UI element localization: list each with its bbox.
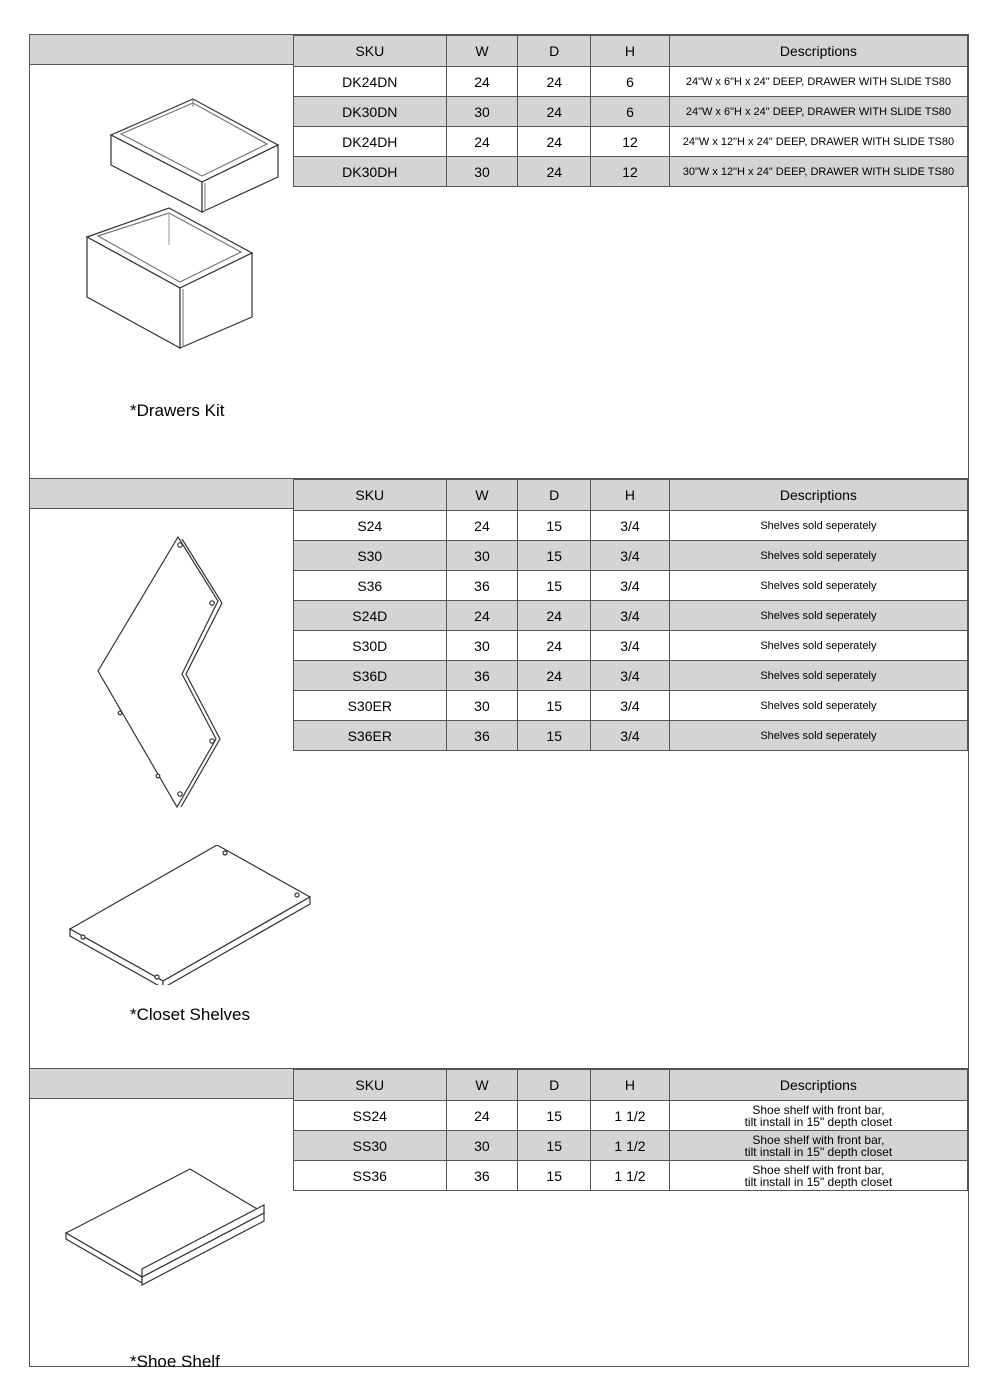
- depth-cell: 24: [518, 67, 591, 97]
- table-row: [294, 157, 968, 187]
- sku-header: SKU: [294, 480, 447, 511]
- depth-header: D: [518, 1070, 591, 1101]
- shoe-shelf-illustration: [62, 1165, 302, 1305]
- table-row: [294, 571, 968, 601]
- width-cell: 24: [446, 127, 518, 157]
- table-row: [294, 691, 968, 721]
- depth-cell: 24: [518, 127, 591, 157]
- table-row: [294, 67, 968, 97]
- description-cell: Shelves sold seperately: [669, 541, 967, 571]
- closet-shelves-caption: *Closet Shelves: [130, 1005, 251, 1024]
- height-cell: 3/4: [591, 661, 670, 691]
- description-cell: [669, 1131, 967, 1161]
- width-cell: 36: [446, 661, 518, 691]
- sku-cell: S36D: [294, 661, 447, 691]
- shoe-shelf-caption: *Shoe Shelf: [130, 1352, 220, 1371]
- width-cell: 30: [446, 691, 518, 721]
- depth-cell: 15: [518, 571, 591, 601]
- height-cell: 1 1/2: [591, 1161, 670, 1191]
- description-cell: Shelves sold seperately: [669, 511, 967, 541]
- width-cell: 24: [446, 601, 518, 631]
- table-header-row: [294, 480, 968, 511]
- width-cell: 30: [446, 1131, 518, 1161]
- depth-cell: 15: [518, 1131, 591, 1161]
- small-drawer-drawing: [111, 99, 278, 212]
- depth-cell: 24: [518, 157, 591, 187]
- depth-cell: 15: [518, 1161, 591, 1191]
- drawers-kit-caption: *Drawers Kit: [130, 401, 225, 420]
- width-cell: 30: [446, 97, 518, 127]
- depth-cell: 15: [518, 691, 591, 721]
- height-cell: 3/4: [591, 691, 670, 721]
- sku-cell: S24: [294, 511, 447, 541]
- descriptions-header: Descriptions: [669, 36, 967, 67]
- description-cell: Shelves sold seperately: [669, 661, 967, 691]
- sku-cell: SS36: [294, 1161, 447, 1191]
- description-cell: 24"W x 12"H x 24" DEEP, DRAWER WITH SLIDE TS80: [669, 127, 967, 157]
- sku-cell: S24D: [294, 601, 447, 631]
- description-cell: Shelves sold seperately: [669, 571, 967, 601]
- description-line: Shoe shelf with front bar,: [752, 1162, 885, 1177]
- header-blank-cell: [30, 35, 294, 65]
- shoe-shelf-table: [293, 1069, 968, 1191]
- height-cell: 3/4: [591, 511, 670, 541]
- table-row: [294, 601, 968, 631]
- depth-cell: 15: [518, 511, 591, 541]
- sku-cell: DK30DH: [294, 157, 447, 187]
- depth-cell: 24: [518, 661, 591, 691]
- sku-cell: S30: [294, 541, 447, 571]
- description-cell: [669, 1101, 967, 1131]
- depth-header: D: [518, 480, 591, 511]
- sku-cell: S30D: [294, 631, 447, 661]
- sku-cell: SS30: [294, 1131, 447, 1161]
- closet-shelves-section: [29, 478, 969, 1070]
- table-row: [294, 127, 968, 157]
- height-cell: 12: [591, 157, 670, 187]
- table-row: [294, 721, 968, 751]
- sku-cell: SS24: [294, 1101, 447, 1131]
- width-cell: 36: [446, 571, 518, 601]
- table-header-row: [294, 1070, 968, 1101]
- table-row: [294, 1131, 968, 1161]
- width-cell: 24: [446, 1101, 518, 1131]
- sku-cell: DK30DN: [294, 97, 447, 127]
- depth-header: D: [518, 36, 591, 67]
- height-cell: 3/4: [591, 631, 670, 661]
- table-row: [294, 1101, 968, 1131]
- table-row: [294, 1161, 968, 1191]
- width-cell: 30: [446, 631, 518, 661]
- depth-cell: 15: [518, 721, 591, 751]
- height-header: H: [591, 480, 670, 511]
- height-cell: 3/4: [591, 571, 670, 601]
- table-row: [294, 97, 968, 127]
- table-row: [294, 631, 968, 661]
- width-header: W: [446, 480, 518, 511]
- depth-cell: 15: [518, 1101, 591, 1131]
- height-cell: 12: [591, 127, 670, 157]
- sku-cell: DK24DN: [294, 67, 447, 97]
- width-cell: 36: [446, 1161, 518, 1191]
- height-cell: 3/4: [591, 601, 670, 631]
- height-cell: 3/4: [591, 541, 670, 571]
- description-line: tilt install in 15" depth closet: [744, 1114, 893, 1129]
- description-cell: 24"W x 6"H x 24" DEEP, DRAWER WITH SLIDE TS80: [669, 97, 967, 127]
- depth-cell: 15: [518, 541, 591, 571]
- descriptions-header: Descriptions: [669, 480, 967, 511]
- header-blank-cell: [30, 479, 294, 509]
- description-cell: Shelves sold seperately: [669, 721, 967, 751]
- descriptions-header: Descriptions: [669, 1070, 967, 1101]
- corner-shelf-illustration: [90, 531, 230, 816]
- width-cell: 24: [446, 511, 518, 541]
- height-cell: 6: [591, 67, 670, 97]
- depth-cell: 24: [518, 97, 591, 127]
- description-cell: 30"W x 12"H x 24" DEEP, DRAWER WITH SLIDE TS80: [669, 157, 967, 187]
- table-row: [294, 511, 968, 541]
- sku-header: SKU: [294, 36, 447, 67]
- description-cell: Shelves sold seperately: [669, 691, 967, 721]
- description-cell: 24"W x 6"H x 24" DEEP, DRAWER WITH SLIDE TS80: [669, 67, 967, 97]
- shoe-shelf-section: [29, 1068, 969, 1371]
- header-blank-cell: [30, 1069, 294, 1099]
- table-header-row: [294, 36, 968, 67]
- sku-cell: S36: [294, 571, 447, 601]
- description-cell: Shelves sold seperately: [669, 631, 967, 661]
- description-line: tilt install in 15" depth closet: [744, 1174, 893, 1189]
- width-header: W: [446, 1070, 518, 1101]
- width-cell: 24: [446, 67, 518, 97]
- sku-header: SKU: [294, 1070, 447, 1101]
- description-cell: [669, 1161, 967, 1191]
- description-line: tilt install in 15" depth closet: [744, 1144, 893, 1159]
- description-line: Shoe shelf with front bar,: [752, 1102, 885, 1117]
- width-header: W: [446, 36, 518, 67]
- height-header: H: [591, 1070, 670, 1101]
- table-row: [294, 661, 968, 691]
- height-cell: 1 1/2: [591, 1131, 670, 1161]
- height-cell: 6: [591, 97, 670, 127]
- height-cell: 1 1/2: [591, 1101, 670, 1131]
- flat-shelf-illustration: [65, 845, 315, 985]
- width-cell: 36: [446, 721, 518, 751]
- description-cell: Shelves sold seperately: [669, 601, 967, 631]
- drawers-table: [293, 35, 968, 187]
- depth-cell: 24: [518, 601, 591, 631]
- sku-cell: DK24DH: [294, 127, 447, 157]
- width-cell: 30: [446, 157, 518, 187]
- height-header: H: [591, 36, 670, 67]
- table-row: [294, 541, 968, 571]
- depth-cell: 24: [518, 631, 591, 661]
- height-cell: 3/4: [591, 721, 670, 751]
- sku-cell: S36ER: [294, 721, 447, 751]
- width-cell: 30: [446, 541, 518, 571]
- shelves-table: [293, 479, 968, 751]
- drawers-kit-section: [29, 34, 969, 480]
- large-drawer-drawing: [87, 208, 252, 348]
- drawer-kit-illustration: [80, 95, 310, 355]
- description-line: Shoe shelf with front bar,: [752, 1132, 885, 1147]
- sku-cell: S30ER: [294, 691, 447, 721]
